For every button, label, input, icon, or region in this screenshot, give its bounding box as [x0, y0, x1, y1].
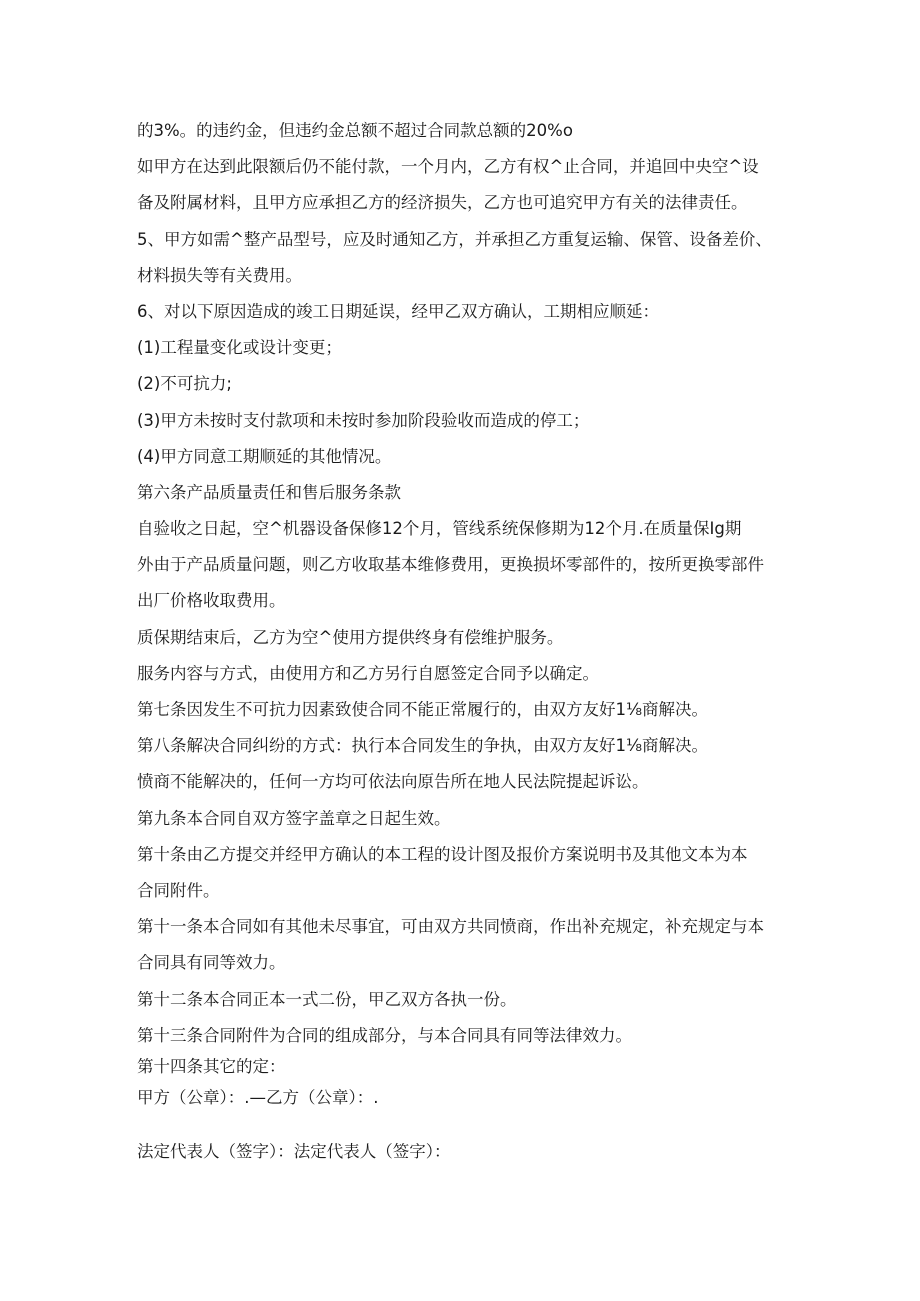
article-10-cont: 合同附件。 — [137, 880, 220, 900]
text-line-delay-clause: 6、对以下原因造成的竣工日期延误，经甲乙双方确认，工期相应顺延： — [137, 301, 659, 321]
article-12: 第十二条本合同正本一式二份，甲乙双方各执一份。 — [137, 989, 517, 1009]
signature-seal-line: 甲方（公章）：.—乙方（公章）：. — [137, 1087, 379, 1107]
article-13: 第十三条合同附件为合同的组成部分，与本合同具有同等法律效力。 — [137, 1025, 632, 1045]
article-10: 第十条由乙方提交并经甲方确认的本工程的设计图及报价方案说明书及其他文本为本 — [137, 844, 748, 864]
list-item-delay-4: (4)甲方同意工期顺延的其他情况。 — [137, 446, 392, 466]
text-line-model-change: 5、甲方如需^整产品型号，应及时通知乙方，并承担乙方重复运输、保管、设备差价、 — [137, 229, 772, 249]
article-7: 第七条因发生不可抗力因素致使合同不能正常履行的，由双方友好1⅛商解决。 — [137, 700, 708, 719]
article-9: 第九条本合同自双方签字盖章之日起生效。 — [137, 808, 451, 828]
text-line-termination: 如甲方在达到此限额后仍不能付款，一个月内，乙方有权^止合同，并追回中央空^设 — [137, 157, 759, 177]
list-item-delay-1: (1)工程量变化或设计变更； — [137, 338, 342, 358]
list-item-delay-3: (3)甲方未按时支付款项和未按时参加阶段验收而造成的停工； — [137, 410, 590, 430]
article-6-heading: 第六条产品质量责任和售后服务条款 — [137, 482, 401, 502]
text-line-warranty: 自验收之日起，空^机器设备保修12个月，管线系统保修期为12个月.在质量保Ig期 — [137, 519, 742, 539]
article-14: 第十四条其它的定： — [137, 1056, 286, 1076]
text-line-warranty-end: 出厂价格收取费用。 — [137, 591, 286, 611]
text-line-after-warranty: 质保期结束后，乙方为空^使用方提供终身有偿维护服务。 — [137, 627, 564, 647]
text-line-litigation: 愤商不能解决的，任何一方均可依法向原告所在地人民法院提起诉讼。 — [137, 772, 649, 792]
text-line-termination-cont: 备及附属材料，且甲方应承担乙方的经济损失，乙方也可追究甲方有关的法律责任。 — [137, 193, 748, 213]
article-11: 第十一条本合同如有其他未尽事宜，可由双方共同愤商，作出补充规定，补充规定与本 — [137, 917, 764, 937]
contract-body — [137, 113, 797, 1170]
list-item-delay-2: (2)不可抗力; — [137, 374, 232, 394]
text-line-penalty-cap: 的3%。的违约金，但违约金总额不超过合同款总额的20%o — [137, 121, 573, 140]
text-line-warranty-cont: 外由于产品质量问题，则乙方收取基本维修费用，更换损坏零部件的，按所更换零部件 — [137, 555, 764, 575]
signature-representative-line: 法定代表人（签字）：法定代表人（签字）： — [137, 1142, 451, 1162]
text-line-service-terms: 服务内容与方式，由使用方和乙方另行自愿签定合同予以确定。 — [137, 663, 599, 683]
article-8: 第八条解决合同纠纷的方式：执行本合同发生的争执，由双方友好1⅛商解决。 — [137, 736, 708, 756]
text-line-model-change-cont: 材料损失等有关费用。 — [137, 265, 302, 285]
article-11-cont: 合同具有同等效力。 — [137, 953, 286, 973]
